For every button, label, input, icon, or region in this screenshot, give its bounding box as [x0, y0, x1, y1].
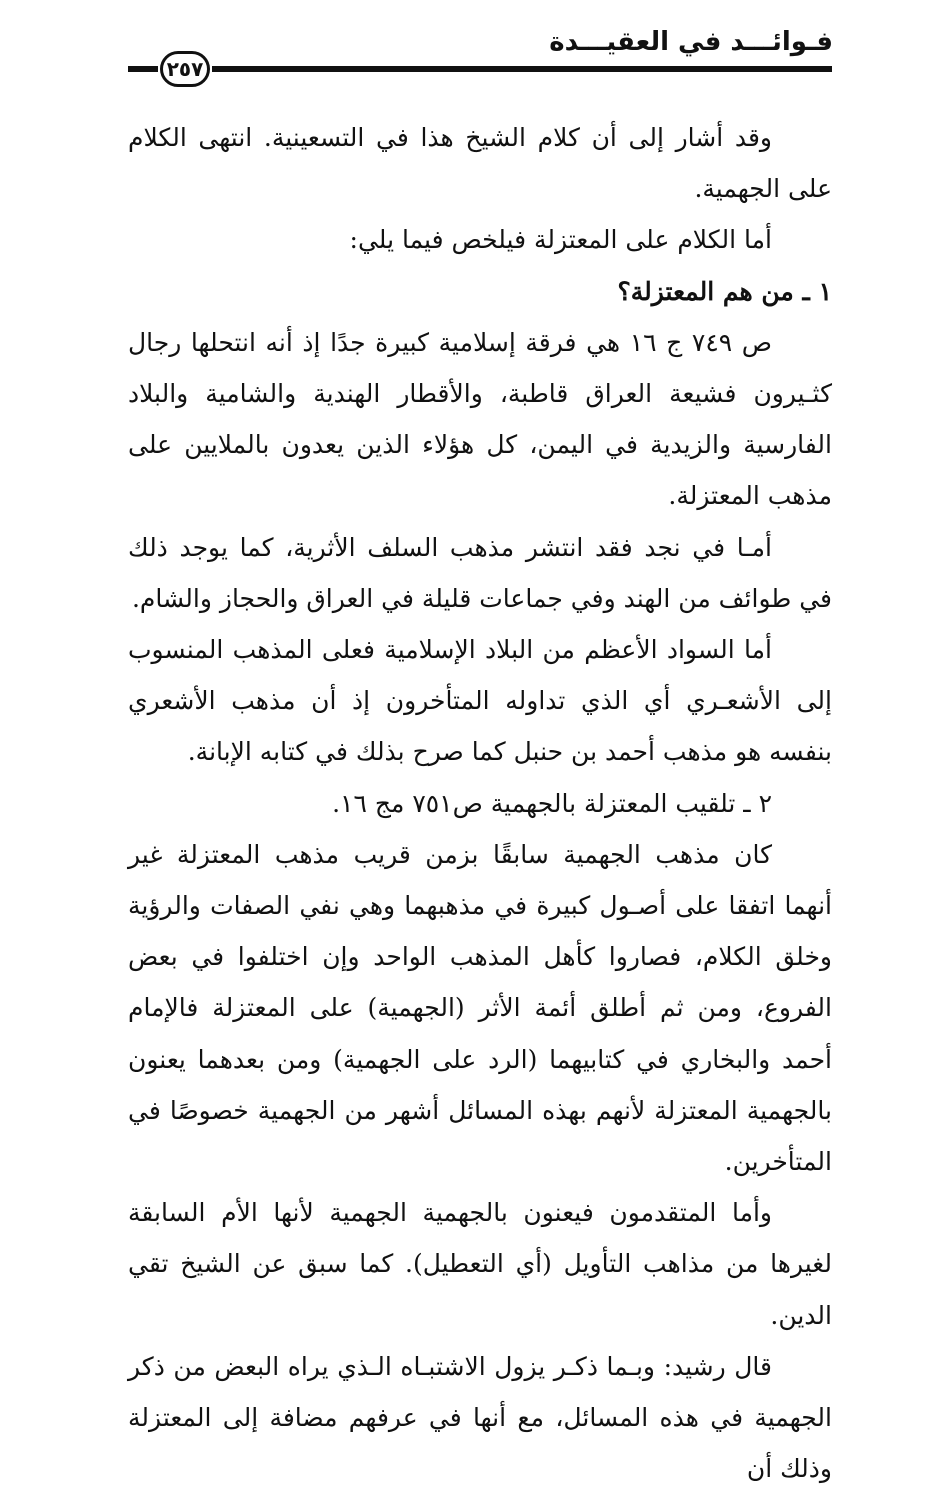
paragraph-5: أما السواد الأعظم من البلاد الإسلامية فعلى المذهب المنسوب إلى الأشعـري أي الذي تداوله المتأخرون إذ أن مذهب الأشعري بنفسه هو مذهب أحمد بن حنبل كما صرح بذلك في كتابه الإبانة.: [128, 635, 832, 767]
running-header-title: فـوائـــد في العقيـــدة: [549, 27, 833, 57]
paragraph-8: قال رشيد: وبـما ذكـر يزول الاشتبـاه الـذي يراه البعض من ذكر الجهمية في هذه المسائل، مع أنها في عرفهم مضافة إلى المعتزلة وذلك أن: [128, 1351, 832, 1484]
page-number-badge: ٢٥٧: [160, 51, 210, 87]
paragraph-6: كان مذهب الجهمية سابقًا بزمن قريب مذهب المعتزلة غير أنهما اتفقا على أصـول كبيرة في مذهبهما وهي نفي الصفات والرؤية وخلق الكلام، فصاروا كأهل المذهب الواحد وإن اختلفوا في بعض الفروع، ومن ثم أطلق أئمة الأثر (الجهمية) على المعتزلة فالإمام أحمد والبخاري في كتابيهما (الرد على الجهمية) ومن بعدهما يعنون بالجهمية المعتزلة لأنهم بهذه المسائل أشهر من الجهمية خصوصًا في المتأخرين.: [128, 839, 832, 1177]
paragraph-1: وقد أشار إلى أن كلام الشيخ هذا في التسعينية. انتهى الكلام على الجهمية.: [128, 123, 832, 204]
section-heading-2: ٢ ـ تلقيب المعتزلة بالجهمية ص٧٥١ مج ١٦.: [332, 788, 772, 818]
header-rule-left: [128, 66, 158, 72]
paragraph-2: أما الكلام على المعتزلة فيلخص فيما يلي:: [349, 225, 772, 255]
paragraph-7: وأما المتقدمون فيعنون بالجهمية الجهمية لأنها الأم السابقة لغيرها من مذاهب التأويل (أي التعطيل). كما سبق عن الشيخ تقي الدين.: [128, 1198, 832, 1330]
paragraph-4: أمـا في نجد فقد انتشر مذهب السلف الأثرية، كما يوجد ذلك في طوائف من الهند وفي جماعات قليلة في العراق والحجاز والشام.: [128, 532, 832, 613]
header-rule-right: [212, 66, 832, 72]
section-heading-1: ١ ـ من هم المعتزلة؟: [617, 276, 832, 306]
page-body: [128, 112, 832, 1494]
paragraph-3: ص ٧٤٩ ج ١٦ هي فرقة إسلامية كبيرة جدًا إذ أنه انتحلها رجال كثـيرون فشيعة العراق قاطبة، والأقطار الهندية والشامية والبلاد الفارسية والزيدية في اليمن، كل هؤلاء الذين يعدون بالملايين على مذهب المعتزلة.: [128, 327, 832, 511]
